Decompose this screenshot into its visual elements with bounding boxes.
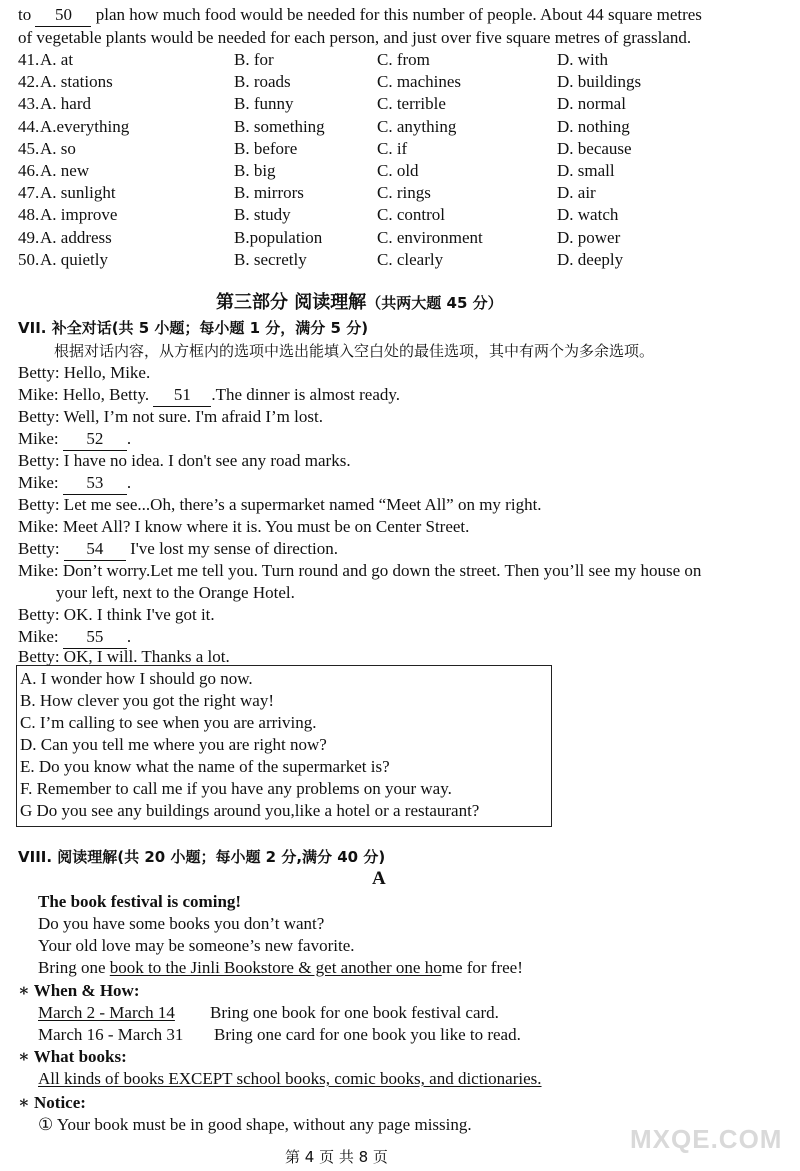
- q49-option-b: B.population: [234, 228, 323, 247]
- q47-option-d: D. air: [557, 183, 596, 202]
- notice-text: Your book must be in good shape, without any page missing.: [56, 1115, 472, 1134]
- section7-instruction: 根据对话内容，从方框内的选项中选出能填入空白处的最佳选项，其中有两个为多余选项。: [54, 342, 655, 360]
- blank-53: 53: [63, 472, 127, 495]
- q50-option-a: A. quietly: [40, 250, 108, 269]
- intro-line-1: [18, 4, 702, 27]
- question-number: 50.: [18, 250, 40, 269]
- dialogue-rest: .: [126, 429, 132, 448]
- what-books-label: What books:: [33, 1047, 127, 1066]
- q45-option-a: A. so: [40, 139, 76, 158]
- q41-option-d: D. with: [557, 50, 608, 69]
- dialogue-line: Betty: OK, I will. Thanks a lot.: [18, 647, 230, 666]
- question-number: 45.: [18, 139, 40, 158]
- dialogue-line: Betty: Hello, Mike.: [18, 363, 151, 382]
- q46-option-a: A. new: [40, 161, 90, 180]
- bullet-icon: ∗: [18, 981, 30, 1000]
- q44-option-c: C. anything: [377, 117, 457, 136]
- bullet-icon: ∗: [18, 1047, 30, 1066]
- watermark-text: MXQE.COM: [630, 1124, 783, 1154]
- passage-underlined: book to the Jinli Bookstore & get another one ho: [109, 958, 442, 977]
- dialogue-rest: .: [126, 627, 132, 646]
- section7-heading: VII. 补全对话(共 5 小题；每小题 1 分，满分 5 分): [18, 319, 369, 337]
- q47-option-b: B. mirrors: [234, 183, 304, 202]
- passage-label: A: [372, 868, 386, 889]
- dialogue-speaker-text: Mike:: [18, 627, 59, 646]
- part3-note: （共两大题 45 分）: [366, 294, 503, 312]
- q46-option-c: C. old: [377, 161, 419, 180]
- q45-option-c: C. if: [377, 139, 408, 158]
- passage-title: The book festival is coming!: [38, 892, 242, 911]
- question-number: 41.: [18, 50, 40, 69]
- circled-number-icon: ①: [38, 1115, 54, 1134]
- passage-line: Your old love may be someone’s new favorite.: [38, 936, 355, 955]
- blank-55: 55: [63, 626, 127, 649]
- notice-item-1: [38, 1114, 472, 1136]
- q48-option-b: B. study: [234, 205, 291, 224]
- q50-option-d: D. deeply: [557, 250, 624, 269]
- q50-option-b: B. secretly: [234, 250, 307, 269]
- q47-option-c: C. rings: [377, 183, 431, 202]
- dialogue-rest: .The dinner is almost ready.: [211, 385, 401, 404]
- q44-option-b: B. something: [234, 117, 325, 136]
- q43-option-a: A. hard: [40, 94, 91, 113]
- dialogue-line: [18, 428, 131, 451]
- passage-text: me for free!: [441, 958, 523, 977]
- passage-line: Do you have some books you don’t want?: [38, 914, 325, 933]
- dialogue-line: Betty: Well, I’m not sure. I'm afraid I’m lost.: [18, 407, 323, 426]
- dialogue-line: [18, 538, 338, 561]
- q42-option-a: A. stations: [40, 72, 113, 91]
- question-number: 49.: [18, 228, 40, 247]
- dialogue-line: [18, 472, 131, 495]
- dialogue-rest: I've lost my sense of direction.: [130, 539, 339, 558]
- option-a: A. I wonder how I should go now.: [20, 669, 253, 688]
- intro-pre: to: [18, 5, 32, 24]
- passage-line: [38, 957, 523, 979]
- q43-option-c: C. terrible: [377, 94, 446, 113]
- q49-option-a: A. address: [40, 228, 112, 247]
- when-dates-2: March 16 - March 31: [38, 1025, 184, 1044]
- question-number: 46.: [18, 161, 40, 180]
- what-books-text: All kinds of books EXCEPT school books, comic books, and dictionaries.: [38, 1069, 542, 1088]
- q49-option-d: D. power: [557, 228, 621, 247]
- dialogue-line: your left, next to the Orange Hotel.: [56, 583, 295, 602]
- notice-label: Notice:: [34, 1093, 86, 1112]
- bullet-icon: ∗: [18, 1093, 30, 1112]
- option-g: G Do you see any buildings around you,like a hotel or a restaurant?: [20, 801, 480, 820]
- q45-option-b: B. before: [234, 139, 298, 158]
- option-f: F. Remember to call me if you have any problems on your way.: [20, 779, 452, 798]
- dialogue-line: Betty: I have no idea. I don't see any road marks.: [18, 451, 351, 470]
- question-number: 47.: [18, 183, 40, 202]
- question-number: 44.: [18, 117, 40, 136]
- what-books-heading: [18, 1046, 127, 1068]
- q41-option-b: B. for: [234, 50, 274, 69]
- intro-line-2: of vegetable plants would be needed for each person, and just over five square metres of grassland.: [18, 28, 692, 47]
- dialogue-speaker-text: Mike: Hello, Betty.: [18, 385, 150, 404]
- q44-option-a: A.everything: [40, 117, 130, 136]
- q43-option-b: B. funny: [234, 94, 294, 113]
- blank-51: 51: [153, 384, 211, 407]
- question-number: 42.: [18, 72, 40, 91]
- blank-50: 50: [35, 4, 91, 27]
- question-number: 43.: [18, 94, 40, 113]
- when-text-1: Bring one book for one book festival card.: [210, 1003, 499, 1022]
- q46-option-b: B. big: [234, 161, 276, 180]
- blank-54: 54: [64, 538, 126, 561]
- dialogue-line: [18, 384, 400, 407]
- dialogue-rest: .: [126, 473, 132, 492]
- q42-option-d: D. buildings: [557, 72, 642, 91]
- q43-option-d: D. normal: [557, 94, 626, 113]
- q41-option-a: A. at: [40, 50, 74, 69]
- when-dates-1: March 2 - March 14: [38, 1003, 175, 1022]
- dialogue-speaker-text: Mike:: [18, 429, 59, 448]
- q41-option-c: C. from: [377, 50, 430, 69]
- when-how-heading: [18, 980, 139, 1002]
- when-how-label: When & How:: [33, 981, 140, 1000]
- dialogue-speaker-text: Mike:: [18, 473, 59, 492]
- option-c: C. I’m calling to see when you are arriving.: [20, 713, 317, 732]
- dialogue-line: Mike: Meet All? I know where it is. You must be on Center Street.: [18, 517, 470, 536]
- dialogue-line: Betty: Let me see...Oh, there’s a supermarket named “Meet All” on my right.: [18, 495, 542, 514]
- q45-option-d: D. because: [557, 139, 632, 158]
- question-number: 48.: [18, 205, 40, 224]
- dialogue-line: Mike: Don’t worry.Let me tell you. Turn round and go down the street. Then you’ll see my house on: [18, 561, 702, 580]
- notice-heading: [18, 1092, 86, 1114]
- q46-option-d: D. small: [557, 161, 615, 180]
- when-text-2: Bring one card for one book you like to read.: [214, 1025, 521, 1044]
- option-e: E. Do you know what the name of the supermarket is?: [20, 757, 390, 776]
- q48-option-a: A. improve: [40, 205, 118, 224]
- section8-heading: VIII. 阅读理解(共 20 小题；每小题 2 分,满分 40 分): [18, 848, 386, 866]
- q48-option-c: C. control: [377, 205, 445, 224]
- blank-52: 52: [63, 428, 127, 451]
- q47-option-a: A. sunlight: [40, 183, 116, 202]
- option-d: D. Can you tell me where you are right now?: [20, 735, 327, 754]
- q50-option-c: C. clearly: [377, 250, 444, 269]
- part3-title: 第三部分 阅读理解: [216, 292, 367, 313]
- watermark: [590, 1072, 790, 1162]
- q42-option-c: C. machines: [377, 72, 462, 91]
- dialogue-speaker-text: Betty:: [18, 539, 60, 558]
- q48-option-d: D. watch: [557, 205, 619, 224]
- dialogue-line: Betty: OK. I think I've got it.: [18, 605, 215, 624]
- part3-heading: [216, 292, 503, 314]
- intro-line-1-text: plan how much food would be needed for this number of people. About 44 square metres: [95, 5, 702, 24]
- option-b: B. How clever you got the right way!: [20, 691, 274, 710]
- q44-option-d: D. nothing: [557, 117, 630, 136]
- page-number: 第 4 页 共 8 页: [285, 1148, 388, 1166]
- q42-option-b: B. roads: [234, 72, 291, 91]
- passage-text: Bring one: [38, 958, 110, 977]
- q49-option-c: C. environment: [377, 228, 483, 247]
